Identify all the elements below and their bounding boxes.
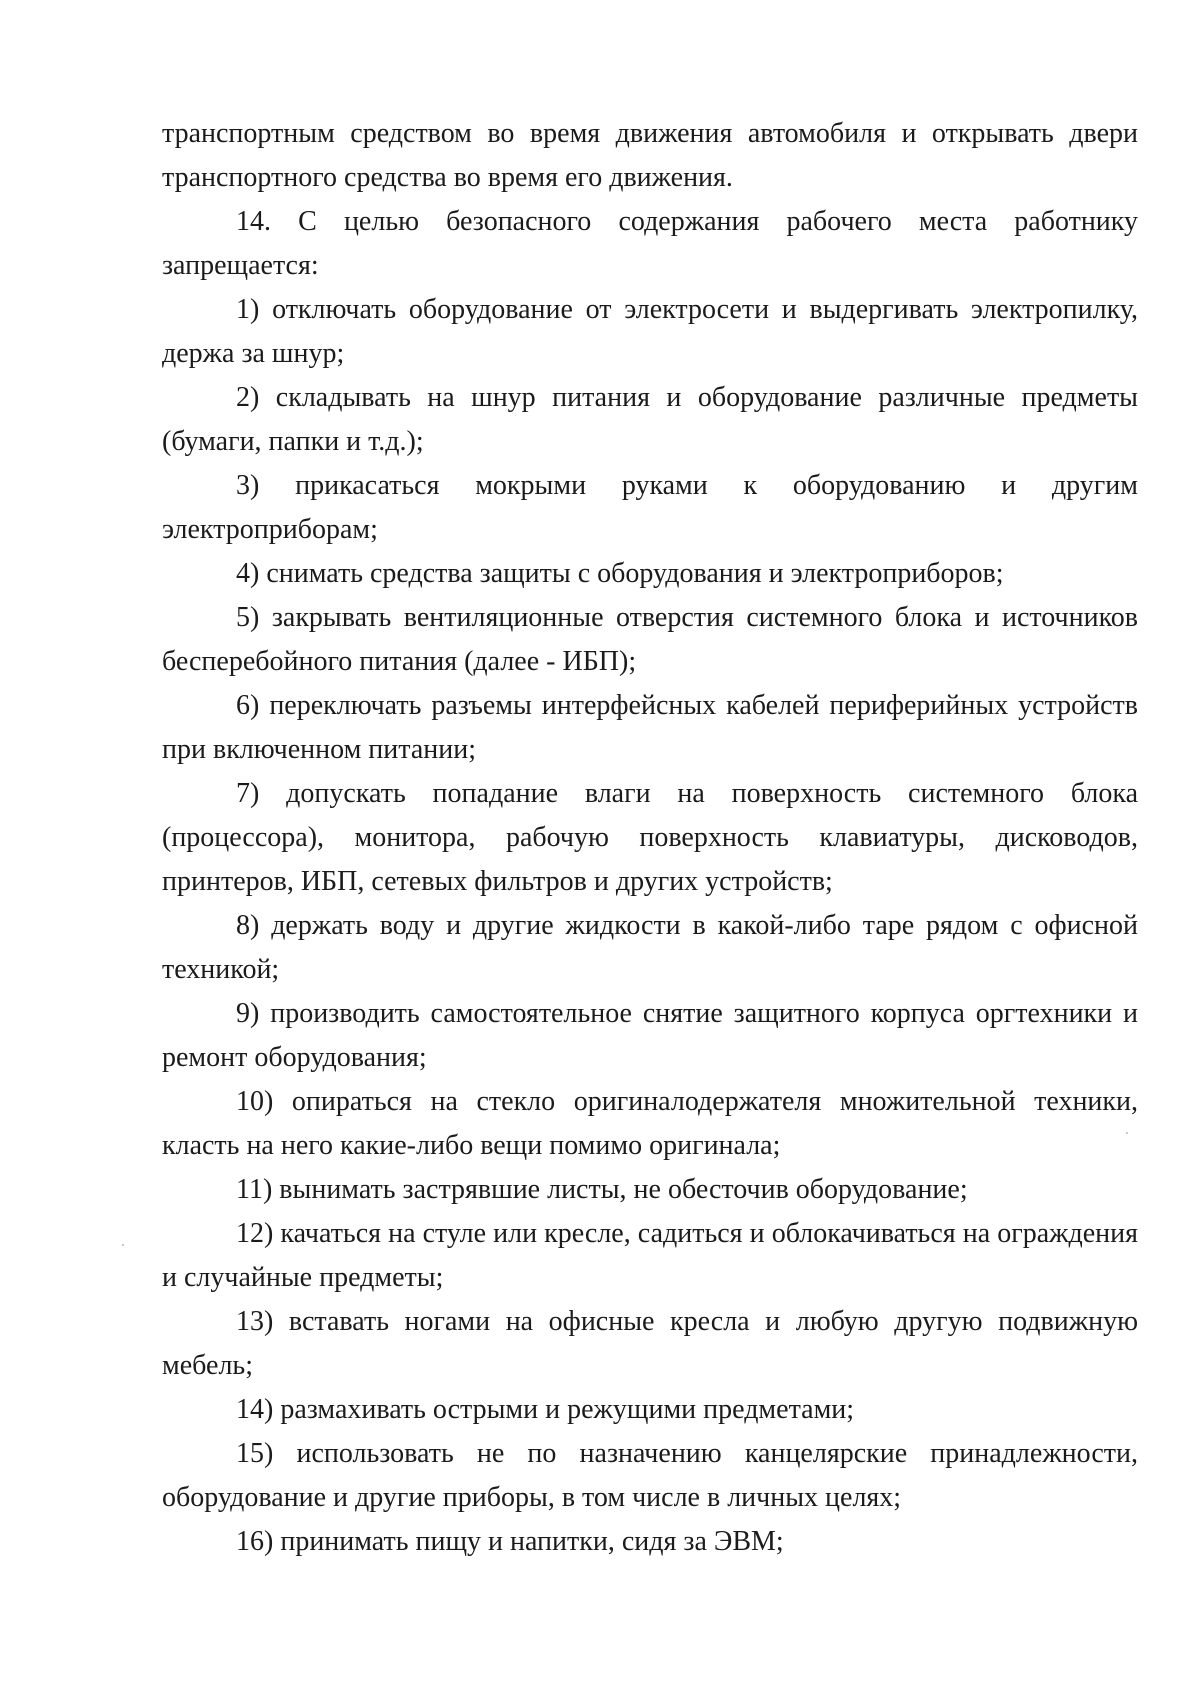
list-item-text: закрывать вентиляционные отверстия системного блока и источников бесперебойного питания (далее - ИБП); xyxy=(162,602,1138,677)
section-number: 14. xyxy=(236,206,271,237)
list-item-text: принимать пищу и напитки, сидя за ЭВМ; xyxy=(280,1526,784,1557)
list-item-number: 16) xyxy=(236,1526,274,1557)
list-item xyxy=(162,684,1138,772)
list-item-text: вынимать застрявшие листы, не обесточив оборудование; xyxy=(279,1174,968,1205)
scan-speck xyxy=(1126,1132,1128,1134)
list-item-text: прикасаться мокрыми руками к оборудованию и другим электроприборам; xyxy=(162,470,1138,545)
list-item-number: 9) xyxy=(236,998,260,1029)
list-item xyxy=(162,552,1138,596)
list-item xyxy=(162,992,1138,1080)
list-item-number: 2) xyxy=(236,382,260,413)
list-item xyxy=(162,1300,1138,1388)
list-item xyxy=(162,1080,1138,1168)
list-item xyxy=(162,1388,1138,1432)
list-item xyxy=(162,288,1138,376)
list-item-number: 7) xyxy=(236,778,260,809)
list-item-text: опираться на стекло оригиналодержателя множительной техники, класть на него какие-либо вещи помимо оригинала; xyxy=(162,1086,1138,1161)
scan-speck xyxy=(122,1244,124,1246)
list-item-number: 14) xyxy=(236,1394,274,1425)
list-item xyxy=(162,464,1138,552)
list-item xyxy=(162,376,1138,464)
list-item-text: допускать попадание влаги на поверхность системного блока (процессора), монитора, рабочую поверхность клавиатуры, дисководов, принтеров, ИБП, сетевых фильтров и других устройств; xyxy=(162,778,1139,897)
list-item xyxy=(162,1212,1138,1300)
list-item-text: размахивать острыми и режущими предметами; xyxy=(280,1394,855,1425)
document-body xyxy=(162,112,1138,1564)
list-item-number: 8) xyxy=(236,910,260,941)
list-item-number: 5) xyxy=(236,602,260,633)
list-item-text: вставать ногами на офисные кресла и любую другую подвижную мебель; xyxy=(162,1306,1139,1381)
list-item xyxy=(162,772,1138,904)
list-item-number: 13) xyxy=(236,1306,274,1337)
list-item xyxy=(162,1432,1138,1520)
prohibition-list xyxy=(162,288,1138,1564)
list-item xyxy=(162,904,1138,992)
section-14-heading xyxy=(162,200,1138,288)
list-item-text: держать воду и другие жидкости в какой-либо таре рядом с офисной техникой; xyxy=(162,910,1138,985)
list-item-number: 11) xyxy=(236,1174,273,1205)
list-item-number: 15) xyxy=(236,1438,274,1469)
list-item-text: использовать не по назначению канцелярские принадлежности, оборудование и другие приборы, в том числе в личных целях; xyxy=(162,1438,1138,1513)
list-item-text: складывать на шнур питания и оборудование различные предметы (бумаги, папки и т.д.); xyxy=(162,382,1138,457)
list-item-number: 10) xyxy=(236,1086,274,1117)
list-item-text: качаться на стуле или кресле, садиться и облокачиваться на ограждения и случайные предметы; xyxy=(162,1218,1138,1293)
list-item xyxy=(162,596,1138,684)
list-item-text: переключать разъемы интерфейсных кабелей периферийных устройств при включенном питании; xyxy=(162,690,1139,765)
list-item-number: 1) xyxy=(236,294,260,325)
list-item-number: 6) xyxy=(236,690,260,721)
list-item-text: снимать средства защиты с оборудования и электроприборов; xyxy=(266,558,1004,589)
list-item-text: производить самостоятельное снятие защитного корпуса оргтехники и ремонт оборудования; xyxy=(162,998,1138,1073)
section-heading-text: С целью безопасного содержания рабочего места работнику запрещается: xyxy=(162,206,1139,281)
list-item-number: 3) xyxy=(236,470,260,501)
list-item xyxy=(162,1520,1138,1564)
list-item xyxy=(162,1168,1138,1212)
list-item-text: отключать оборудование от электросети и выдергивать электропилку, держа за шнур; xyxy=(162,294,1139,369)
intro-continuation-paragraph: транспортным средством во время движения автомобиля и открывать двери транспортного средства во время его движения. xyxy=(162,118,1138,193)
list-item-number: 4) xyxy=(236,558,260,589)
list-item-number: 12) xyxy=(236,1218,274,1249)
